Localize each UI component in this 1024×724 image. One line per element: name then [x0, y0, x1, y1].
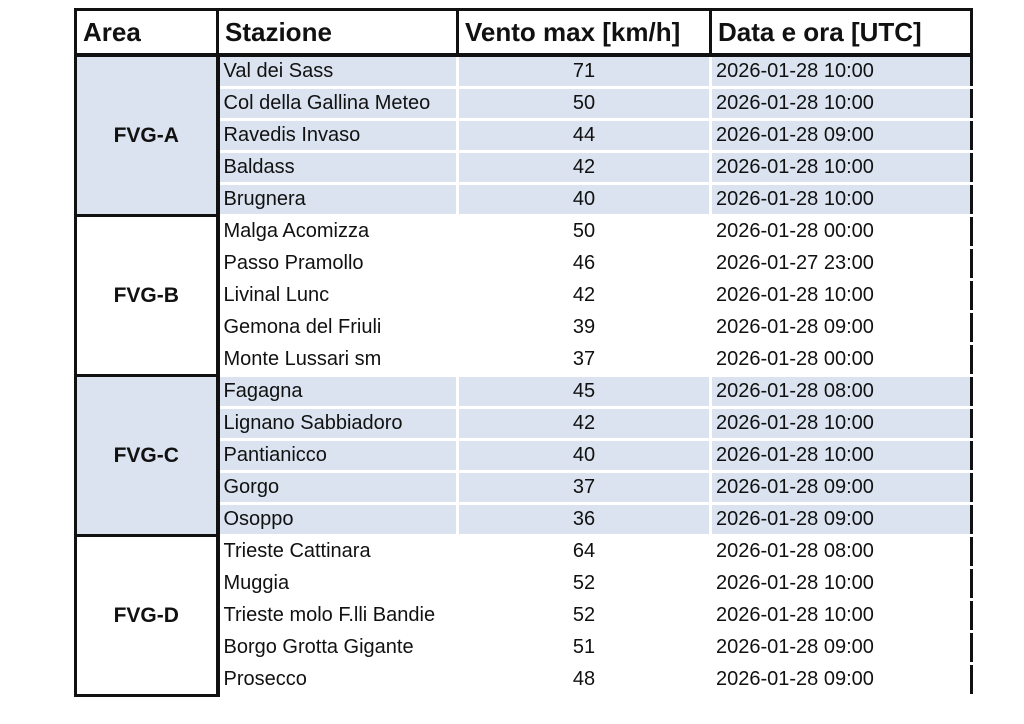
header-area: Area — [76, 10, 218, 56]
datetime-cell: 2026-01-28 10:00 — [711, 568, 972, 600]
table-body — [76, 55, 972, 696]
datetime-cell: 2026-01-28 10:00 — [711, 600, 972, 632]
header-datetime: Data e ora [UTC] — [711, 10, 972, 56]
station-cell: Livinal Lunc — [218, 280, 458, 312]
station-cell: Ravedis Invaso — [218, 120, 458, 152]
station-cell: Monte Lussari sm — [218, 344, 458, 376]
station-cell: Col della Gallina Meteo — [218, 88, 458, 120]
wind-cell: 40 — [458, 184, 711, 216]
wind-cell: 52 — [458, 600, 711, 632]
table-row — [76, 536, 972, 568]
wind-cell: 42 — [458, 152, 711, 184]
datetime-cell: 2026-01-28 09:00 — [711, 120, 972, 152]
wind-cell: 42 — [458, 280, 711, 312]
datetime-cell: 2026-01-28 08:00 — [711, 536, 972, 568]
wind-cell: 51 — [458, 632, 711, 664]
datetime-cell: 2026-01-28 09:00 — [711, 312, 972, 344]
datetime-cell: 2026-01-28 00:00 — [711, 216, 972, 248]
area-cell: FVG-D — [76, 536, 218, 696]
wind-cell: 52 — [458, 568, 711, 600]
wind-cell: 64 — [458, 536, 711, 568]
wind-cell: 71 — [458, 55, 711, 88]
datetime-cell: 2026-01-28 00:00 — [711, 344, 972, 376]
area-cell: FVG-C — [76, 376, 218, 536]
station-cell: Fagagna — [218, 376, 458, 408]
station-cell: Trieste molo F.lli Bandie — [218, 600, 458, 632]
station-cell: Lignano Sabbiadoro — [218, 408, 458, 440]
wind-cell: 36 — [458, 504, 711, 536]
datetime-cell: 2026-01-28 10:00 — [711, 408, 972, 440]
datetime-cell: 2026-01-28 09:00 — [711, 504, 972, 536]
header-station: Stazione — [218, 10, 458, 56]
datetime-cell: 2026-01-27 23:00 — [711, 248, 972, 280]
station-cell: Baldass — [218, 152, 458, 184]
station-cell: Muggia — [218, 568, 458, 600]
wind-cell: 40 — [458, 440, 711, 472]
wind-cell: 37 — [458, 472, 711, 504]
station-cell: Borgo Grotta Gigante — [218, 632, 458, 664]
datetime-cell: 2026-01-28 08:00 — [711, 376, 972, 408]
wind-cell: 42 — [458, 408, 711, 440]
datetime-cell: 2026-01-28 10:00 — [711, 152, 972, 184]
datetime-cell: 2026-01-28 10:00 — [711, 184, 972, 216]
station-cell: Brugnera — [218, 184, 458, 216]
wind-cell: 46 — [458, 248, 711, 280]
area-cell: FVG-B — [76, 216, 218, 376]
datetime-cell: 2026-01-28 10:00 — [711, 88, 972, 120]
datetime-cell: 2026-01-28 10:00 — [711, 55, 972, 88]
station-cell: Gorgo — [218, 472, 458, 504]
station-cell: Trieste Cattinara — [218, 536, 458, 568]
datetime-cell: 2026-01-28 10:00 — [711, 440, 972, 472]
station-cell: Passo Pramollo — [218, 248, 458, 280]
station-cell: Prosecco — [218, 664, 458, 696]
header-row — [76, 10, 972, 56]
station-cell: Val dei Sass — [218, 55, 458, 88]
table-row — [76, 376, 972, 408]
datetime-cell: 2026-01-28 09:00 — [711, 472, 972, 504]
station-cell: Osoppo — [218, 504, 458, 536]
table-row — [76, 216, 972, 248]
datetime-cell: 2026-01-28 09:00 — [711, 632, 972, 664]
station-cell: Gemona del Friuli — [218, 312, 458, 344]
wind-cell: 44 — [458, 120, 711, 152]
table-row — [76, 55, 972, 88]
station-cell: Pantianicco — [218, 440, 458, 472]
station-cell: Malga Acomizza — [218, 216, 458, 248]
wind-table — [74, 8, 973, 697]
datetime-cell: 2026-01-28 10:00 — [711, 280, 972, 312]
wind-cell: 50 — [458, 216, 711, 248]
wind-cell: 50 — [458, 88, 711, 120]
datetime-cell: 2026-01-28 09:00 — [711, 664, 972, 696]
wind-cell: 39 — [458, 312, 711, 344]
wind-cell: 48 — [458, 664, 711, 696]
area-cell: FVG-A — [76, 55, 218, 216]
wind-cell: 45 — [458, 376, 711, 408]
header-wind: Vento max [km/h] — [458, 10, 711, 56]
wind-cell: 37 — [458, 344, 711, 376]
